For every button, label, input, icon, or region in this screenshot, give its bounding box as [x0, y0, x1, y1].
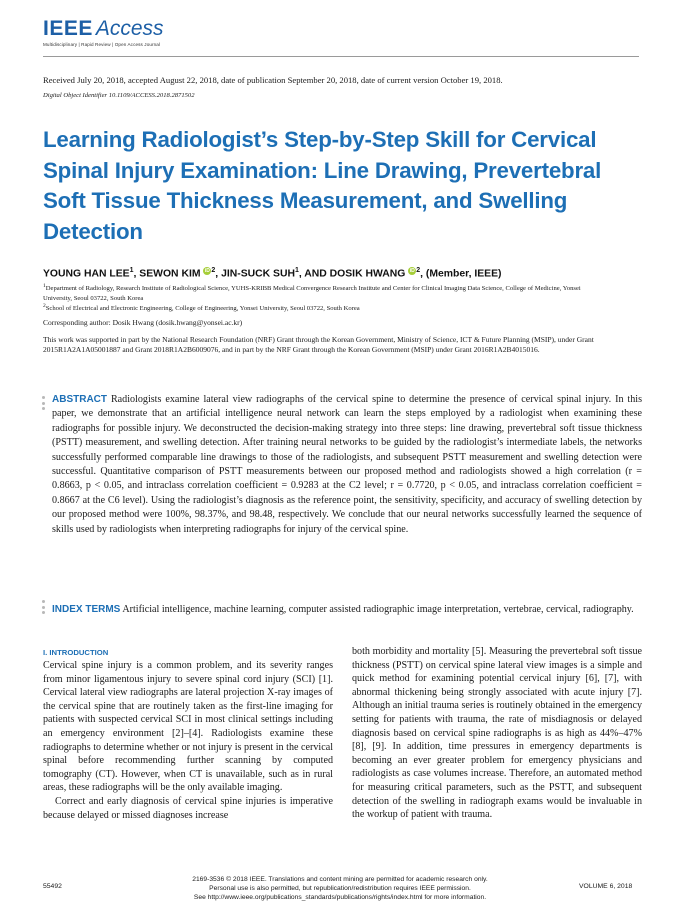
publication-dates: Received July 20, 2018, accepted August 22, 2018, date of publication September 20, 2018, date of current version October 19, 2018. — [43, 75, 503, 85]
author-name: SEWON KIM — [139, 268, 201, 280]
marker-dot — [42, 606, 45, 609]
affiliation-1 — [43, 282, 603, 304]
paragraph: Cervical spine injury is a common problem, and its severity ranges from minor ligamentous injury to severe spinal cord injury (SCI) [1]. Cervical lateral view radiographs are lateral projection X-ray images of the cervical spine that are routinely taken as the first-line imaging for patients with suspected cervical SCI in most clinical settings including an emergency environment [2]–[4]. Radiologists examine these radiographs to determine whether or not injury is present in the cervical spinal before recommending further scanning by computed tomography (CT). However, when CT is unavailable, such as in rural areas, these radiographs will be the only available imaging. — [43, 660, 333, 794]
affiliation-2 — [43, 302, 603, 314]
logo-tagline: Multidisciplinary | Rapid Review | Open Access Journal — [43, 42, 161, 47]
affiliation-number: 1 — [43, 283, 46, 289]
volume-label: VOLUME 6, 2018 — [579, 883, 633, 890]
left-column — [43, 659, 333, 822]
marker-dot — [42, 407, 45, 410]
copyright-notice — [150, 876, 530, 902]
author-name: YOUNG HAN LEE — [43, 268, 130, 280]
marker-dot — [42, 611, 45, 614]
page-number: 55492 — [43, 883, 62, 890]
paragraph: Correct and early diagnosis of cervical spine injuries is imperative because delayed or missed diagnoses increase — [43, 795, 333, 821]
marker-dot — [42, 402, 45, 405]
index-terms-heading: INDEX TERMS — [52, 604, 121, 615]
corresponding-author: Corresponding author: Dosik Hwang (dosik.hwang@yonsei.ac.kr) — [43, 318, 243, 327]
author-affil-mark: 2 — [211, 267, 216, 274]
author-member-note: , (Member, IEEE) — [420, 268, 502, 280]
index-marker-dots — [42, 600, 46, 617]
section-heading: I. INTRODUCTION — [43, 648, 109, 657]
abstract-marker-dots — [42, 396, 46, 413]
affiliation-text: School of Electrical and Electronic Engineering, College of Engineering, Yonsei University, Seoul 03722, South Korea — [45, 305, 360, 313]
paper-title: Learning Radiologist’s Step-by-Step Skill for Cervical Spinal Injury Examination: Line Drawing, Prevertebral Soft Tissue Thickness Measurement, and Swelling Detection — [43, 127, 602, 244]
journal-logo — [43, 17, 243, 55]
paragraph: both morbidity and mortality [5]. Measuring the prevertebral soft tissue thickness (PSTT) on cervical spine lateral view images is a simple and quick method for examining potential cervical injury [6], [7], with abnormal thickening being strongly associated with acute injury [7]. Although an initial trauma series is routinely obtained in the emergency setting for patients with trauma, the rate of misdiagnosis or delayed diagnosis based on cervical spine radiographs is as high as 44%–47% [8], [9]. In addition, time pressures in emergency departments is becoming an ever greater problem for emergency physicians and radiologists as case volumes increase. Therefore, an automated method for measuring critical parameters, such as the PSTT, and subsequent detection of the swelling in radiograph exams would be invaluable in the workup of patient with trauma. — [352, 646, 642, 821]
header-rule — [43, 56, 639, 57]
abstract-heading: ABSTRACT — [52, 394, 107, 405]
orcid-icon[interactable]: iD — [409, 268, 415, 275]
rights-link[interactable]: See http://www.ieee.org/publications_standards/publications/rights/index.html for more information. — [193, 893, 487, 901]
author-affil-mark: 1 — [294, 267, 299, 274]
affiliation-number: 2 — [43, 303, 46, 309]
marker-dot — [42, 396, 45, 399]
right-column — [352, 645, 642, 822]
copyright-line: Personal use is also permitted, but republication/redistribution requires IEEE permission. — [209, 884, 471, 892]
funding-note: This work was supported in part by the National Research Foundation (NRF) Grant through the Korean Government, Ministry of Science, ICT & Future Planning (MSIP), under Grant 2015R1A2A1A05001887 and Grant 2018R1A2B6009076, and in part by the NRF Grant through the Korean Government (MSIP) under Grant 2016R1A2B4015016. — [43, 335, 594, 355]
author-affil-mark: 2 — [416, 267, 421, 274]
logo-name: Access — [95, 17, 164, 40]
abstract-text: Radiologists examine lateral view radiographs of the cervical spine to determine the presence of cervical spinal injury. In this paper, we demonstrate that an artificial intelligence neural network can learn the steps employed by a radiologist when examining these radiographs for possible injury. We deconstructed the decision-making strategy into three steps: line drawing, prevertebral soft tissue thickness (PSTT) measurement, and swelling detection. After training neural networks to be guided by the radiologist’s intermediate labels, the networks successfully performed comparable line drawings to those of the radiologists, and subsequent PSTT measurement and swelling detection were successful. Quantitative comparison of PSTT measurements between our proposed method and radiologists showed a high correlation (r = 0.8663, p < 0.05, and intraclass correlation coefficient = 0.9283 at the C2 level; r = 0.7720, p < 0.05, and intraclass correlation coefficient = 0.8667 at the C6 level). Using the radiologist’s diagnosis as the reference point, the sensitivity, specificity, and accuracy of swelling detection by our proposed method were 100%, 98.37%, and 98.48, respectively. We conclude that our neural networks successfully learned the sequence of skills used by radiologists when interpreting radiographs for injury of the cervical spine. — [52, 394, 642, 535]
author-name: JIN-SUCK SUH — [221, 268, 295, 280]
orcid-icon[interactable]: iD — [204, 268, 210, 275]
author-name: AND DOSIK HWANG — [304, 268, 406, 280]
author-list: YOUNG HAN LEE$^1$, SEWON KIM iD $^2$, JIN-SUCK SUH$^1$, AND DOSIK HWANG iD $^2$, (Member, IEEE) — [43, 267, 502, 280]
index-terms-text: Artificial intelligence, machine learning, computer assisted radiographic image interpretation, vertebrae, cervical, radiography. — [122, 604, 634, 615]
index-terms — [52, 603, 642, 617]
logo-brand: IEEE — [43, 17, 93, 40]
marker-dot — [42, 600, 45, 603]
affiliation-text: Department of Radiology, Research Institute of Radiological Science, YUHS-KRIBB Medical Convergence Research Institute and Center for Clinical Imaging Data Science, College of Medicine, Yonsei University, Seoul 03722, South Korea — [43, 285, 581, 302]
author-affil-mark: 1 — [129, 267, 134, 274]
doi: Digital Object Identifier 10.1109/ACCESS.2018.2871502 — [43, 92, 195, 99]
abstract — [52, 393, 642, 537]
copyright-line: 2169-3536 © 2018 IEEE. Translations and content mining are permitted for academic research only. — [192, 876, 488, 883]
